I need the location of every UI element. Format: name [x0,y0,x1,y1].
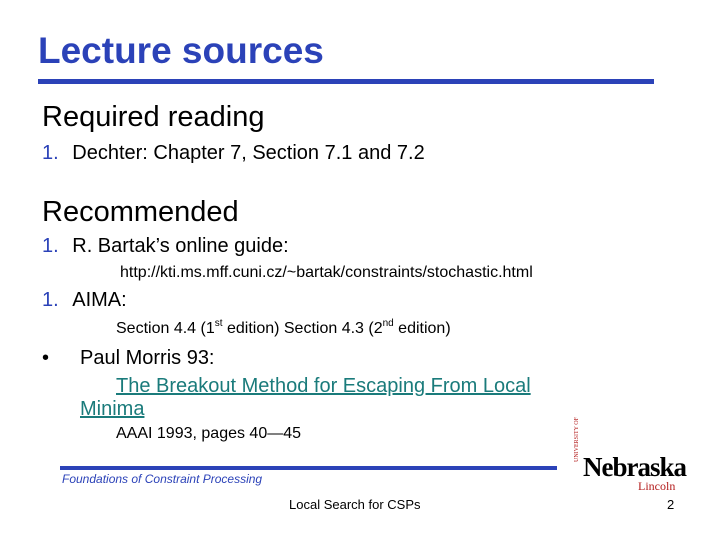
svg-text:UNIVERSITY OF: UNIVERSITY OF [574,417,580,462]
svg-text:Lincoln: Lincoln [638,479,676,493]
list-number: 1. [42,235,59,257]
recommended-heading: Recommended [42,196,239,228]
page-number: 2 [667,497,675,512]
required-item-text: Dechter: Chapter 7, Section 7.1 and 7.2 [72,142,425,164]
required-item-1 [42,141,425,165]
svg-text:Nebraska: Nebraska [583,452,687,482]
footer-rule [60,466,557,470]
recommended-item-morris [42,346,49,370]
list-number: 1. [42,142,59,164]
recommended-item-text: R. Bartak’s online guide: [72,235,289,257]
list-number: 1. [42,289,59,311]
bullet: • [42,347,50,369]
recommended-item-bartak [42,234,289,258]
slide-title: Lecture sources [38,30,324,71]
university-logo [574,417,687,494]
morris-text: Paul Morris 93: [80,347,215,369]
bartak-url: http://kti.ms.mff.cuni.cz/~bartak/constraints/stochastic.html [120,264,533,281]
paper-link-line2[interactable]: Minima [80,398,145,420]
footer-topic: Local Search for CSPs [289,497,421,512]
recommended-item-aima [42,288,127,312]
required-heading: Required reading [42,101,265,133]
nebraska-logo-icon [574,417,687,494]
recommended-item-text: AIMA: [72,289,127,311]
morris-venue: AAAI 1993, pages 40—45 [116,425,302,442]
footer-course-name: Foundations of Constraint Processing [62,472,263,486]
paper-link-line1[interactable]: The Breakout Method for Escaping From Local [116,375,531,397]
aima-sections: Section 4.4 (1st edition) Section 4.3 (2nd edition) [116,318,451,337]
title-underline [38,79,654,84]
